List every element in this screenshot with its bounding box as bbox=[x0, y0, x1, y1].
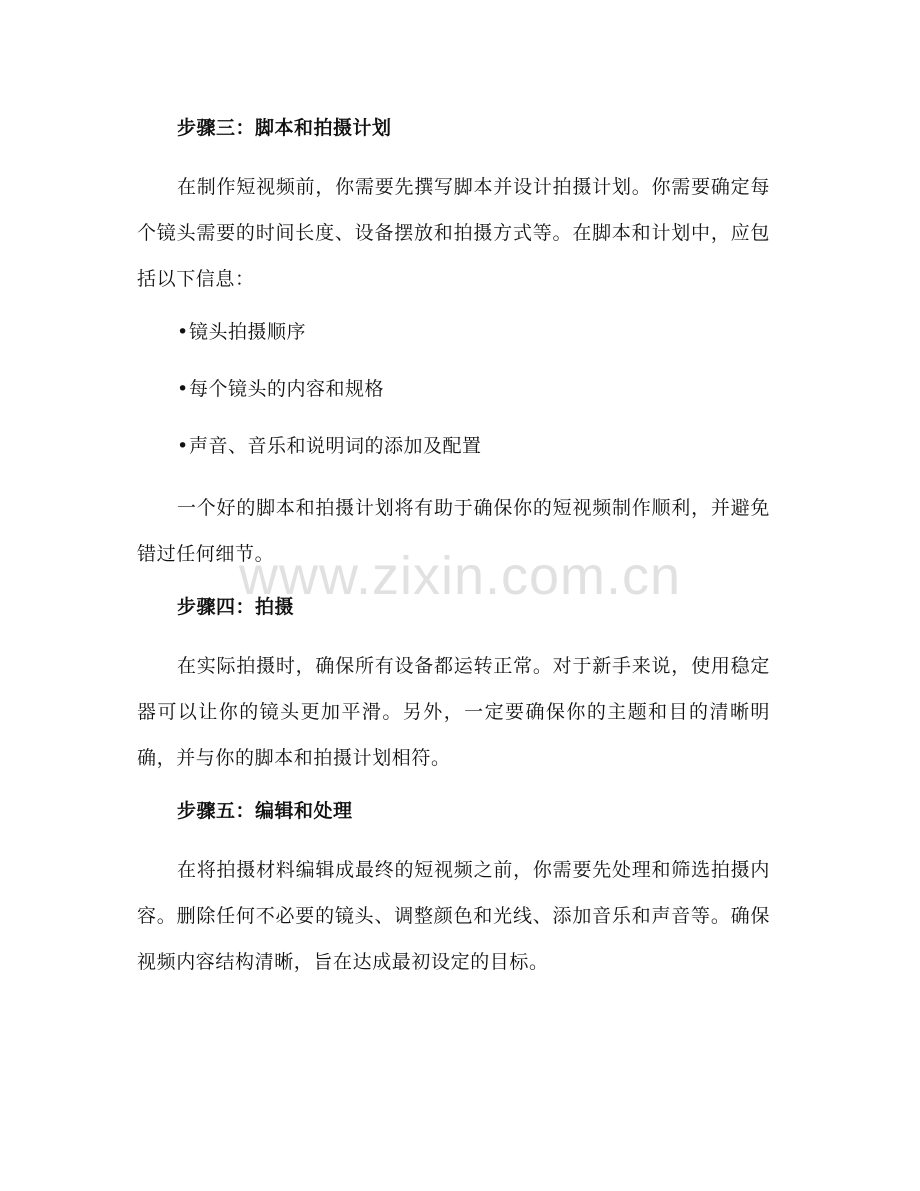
paragraph: 在将拍摄材料编辑成最终的短视频之前，你需要先处理和筛选拍摄内容。删除任何不必要的镜头、调整颜色和光线、添加音乐和声音等。确保视频内容结构清晰，旨在达成最初设定的目标。 bbox=[137, 859, 770, 973]
section-heading: 步骤四：拍摄 bbox=[177, 596, 295, 618]
list-item bbox=[137, 371, 770, 407]
list-item-text: 每个镜头的内容和规格 bbox=[189, 378, 385, 400]
paragraph: 在实际拍摄时，确保所有设备都运转正常。对于新手来说，使用稳定器可以让你的镜头更加平滑。另外，一定要确保你的主题和目的清晰明确，并与你的脚本和拍摄计划相符。 bbox=[137, 655, 770, 769]
paragraph: 一个好的脚本和拍摄计划将有助于确保你的短视频制作顺利，并避免错过任何细节。 bbox=[137, 497, 770, 565]
bullet-list bbox=[137, 314, 770, 464]
bullet-icon: • bbox=[177, 435, 189, 457]
list-item bbox=[137, 314, 770, 350]
document-content bbox=[137, 110, 770, 997]
section-step3 bbox=[137, 110, 770, 577]
list-item-text: 镜头拍摄顺序 bbox=[189, 321, 307, 343]
list-item-text: 声音、音乐和说明词的添加及配置 bbox=[189, 435, 482, 457]
bullet-icon: • bbox=[177, 378, 189, 400]
watermark: www.zixin.com.cn bbox=[238, 546, 682, 606]
section-heading: 步骤三：脚本和拍摄计划 bbox=[177, 117, 392, 139]
section-heading: 步骤五：编辑和处理 bbox=[177, 800, 353, 822]
bullet-icon: • bbox=[177, 321, 189, 343]
paragraph: 在制作短视频前，你需要先撰写脚本并设计拍摄计划。你需要确定每个镜头需要的时间长度、设备摆放和拍摄方式等。在脚本和计划中，应包括以下信息： bbox=[137, 176, 770, 290]
section-step4 bbox=[137, 589, 770, 781]
list-item bbox=[137, 428, 770, 464]
section-step5 bbox=[137, 793, 770, 985]
